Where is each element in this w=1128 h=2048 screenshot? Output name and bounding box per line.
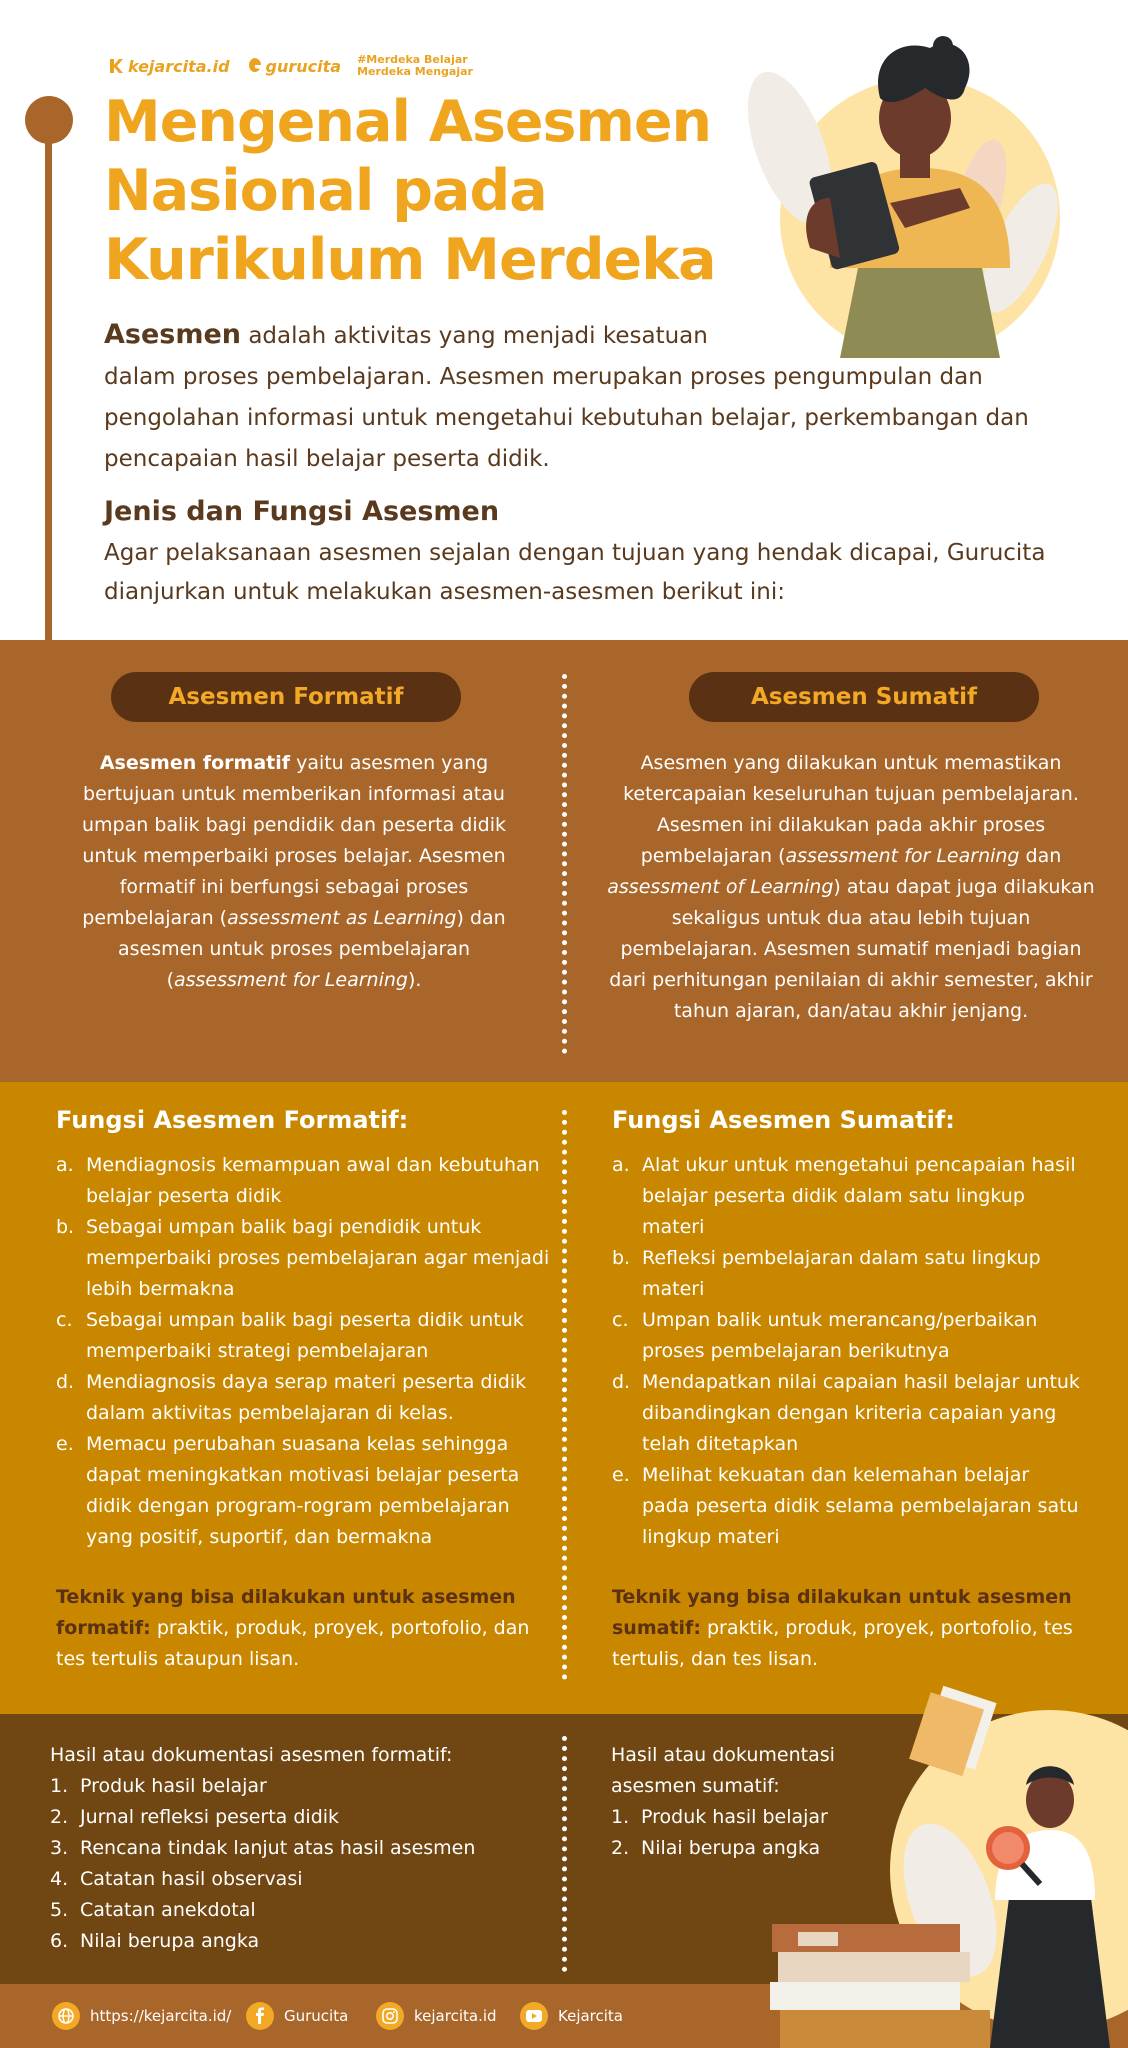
list-item-text: Refleksi pembelajaran dalam satu lingkup materi (642, 1247, 1041, 1300)
formatif-def-bold: Asesmen formatif (99, 752, 291, 774)
list-marker: d. (56, 1371, 75, 1393)
list-item-text: Mendapatkan nilai capaian hasil belajar untuk dibandingkan dengan kriteria capaian yang telah ditetapkan (642, 1371, 1080, 1455)
hashtag-line2: Merdeka Mengajar (357, 65, 473, 78)
list-item (612, 1460, 1082, 1553)
list-marker: c. (56, 1309, 73, 1331)
list-item (612, 1305, 1082, 1367)
intro-lead: Asesmen (104, 319, 242, 350)
formatif-def-2: ) dan asesmen untuk proses pembelajaran ( (118, 907, 506, 991)
hashtag-line1: #Merdeka Belajar (357, 53, 468, 66)
teknik-formatif (56, 1582, 546, 1675)
list-item-text: Mendiagnosis kemampuan awal dan kebutuhan belajar peserta didik (86, 1154, 540, 1207)
list-marker: b. (56, 1216, 75, 1238)
title-line3: Kurikulum Merdeka (104, 227, 716, 293)
fungsi-sumatif-title: Fungsi Asesmen Sumatif: (612, 1106, 955, 1134)
list-item-text: Jurnal refleksi peserta didik (80, 1806, 340, 1828)
teknik-sumatif-text: praktik, produk, proyek, portofolio, tes tertulis, dan tes lisan. (612, 1617, 1073, 1670)
list-marker: e. (56, 1433, 74, 1455)
list-marker: 1. (50, 1775, 69, 1797)
jenis-description: Agar pelaksanaan asesmen sejalan dengan tujuan yang hendak dicapai, Gurucita dianjurkan untuk melakukan asesmen-asesmen berikut ini: (104, 540, 1046, 605)
list-item (56, 1212, 552, 1305)
list-item (50, 1926, 550, 1957)
footer-instagram-text: kejarcita.id (414, 2007, 497, 2025)
list-item (612, 1367, 1082, 1460)
list-marker: 6. (50, 1930, 69, 1952)
list-marker: 2. (50, 1806, 69, 1828)
teknik-formatif-bold: Teknik yang bisa dilakukan untuk asesmen formatif: (56, 1586, 516, 1639)
footer-instagram-link[interactable] (376, 2002, 497, 2030)
header-section (0, 0, 1128, 640)
formatif-def-1: yaitu asesmen yang bertujuan untuk memberikan informasi atau umpan balik bagi pendidik dan peserta didik untuk memperbaiki proses belajar. Asesmen formatif ini berfungsi sebagai proses pembelajaran ( (82, 752, 506, 929)
kejarcita-mark-icon (108, 57, 124, 75)
jenis-heading: Jenis dan Fungsi Asesmen (104, 496, 500, 527)
footer-youtube-link[interactable] (520, 2002, 623, 2030)
fungsi-formatif-list (56, 1150, 552, 1553)
sumatif-def-italic-1: assessment for Learning (785, 845, 1020, 867)
column-divider (562, 1110, 567, 1680)
facebook-icon (246, 2002, 274, 2030)
sumatif-def-2: dan (1019, 845, 1062, 867)
gurucita-mark-icon (246, 57, 262, 75)
list-item (56, 1150, 552, 1212)
youtube-icon (520, 2002, 548, 2030)
sumatif-definition (606, 748, 1096, 1027)
list-item-text: Alat ukur untuk mengetahui pencapaian hasil belajar peserta didik dalam satu lingkup materi (642, 1154, 1076, 1238)
title-line1: Mengenal Asesmen (104, 89, 712, 155)
kejarcita-logo[interactable] (108, 57, 230, 76)
list-item-text: Melihat kekuatan dan kelemahan belajar pada peserta didik selama pembelajaran satu lingkup materi (642, 1464, 1079, 1548)
intro-rest: dalam proses pembelajaran. Asesmen merupakan proses pengumpulan dan pengolahan informasi untuk mengetahui kebutuhan belajar, perkembangan dan pencapaian hasil belajar peserta didik. (104, 364, 1029, 472)
fungsi-formatif-title: Fungsi Asesmen Formatif: (56, 1106, 409, 1134)
list-item-text: Produk hasil belajar (641, 1806, 828, 1828)
list-item (50, 1833, 550, 1864)
list-item-text: Nilai berupa angka (641, 1837, 821, 1859)
list-marker: b. (612, 1247, 631, 1269)
page-title (104, 88, 744, 295)
footer-facebook-link[interactable] (246, 2002, 348, 2030)
list-item (50, 1771, 550, 1802)
list-marker: d. (612, 1371, 631, 1393)
list-item-text: Sebagai umpan balik bagi peserta didik untuk memperbaiki strategi pembelajaran (86, 1309, 524, 1362)
formatif-definition (64, 748, 524, 996)
list-item (56, 1367, 552, 1429)
list-item-text: Nilai berupa angka (80, 1930, 260, 1952)
list-item (50, 1802, 550, 1833)
hasil-formatif-list (50, 1771, 550, 1957)
asesmen-definitions-band (0, 640, 1128, 1082)
list-item-text: Rencana tindak lanjut atas hasil asesmen (80, 1837, 476, 1859)
column-divider (562, 674, 567, 1054)
list-item (50, 1895, 550, 1926)
formatif-label-pill: Asesmen Formatif (111, 672, 461, 722)
gurucita-logo[interactable] (246, 57, 342, 76)
hasil-formatif (50, 1740, 550, 1957)
sumatif-label-pill: Asesmen Sumatif (689, 672, 1039, 722)
list-item-text: Mendiagnosis daya serap materi peserta didik dalam aktivitas pembelajaran di kelas. (86, 1371, 527, 1424)
column-divider (562, 1736, 567, 1972)
timeline-dot (25, 96, 73, 144)
teacher-with-tablet-illustration (730, 28, 1070, 358)
list-item (612, 1243, 1082, 1305)
list-marker: e. (612, 1464, 630, 1486)
gurucita-logo-text: gurucita (265, 56, 342, 76)
title-line2: Nasional pada (104, 158, 547, 224)
fungsi-sumatif-list (612, 1150, 1082, 1553)
list-marker: 1. (611, 1806, 630, 1828)
formatif-def-italic-1: assessment as Learning (227, 907, 457, 929)
list-item (50, 1864, 550, 1895)
list-item (612, 1150, 1082, 1243)
list-item-text: Catatan anekdotal (80, 1899, 256, 1921)
hasil-formatif-title: Hasil atau dokumentasi asesmen formatif: (50, 1744, 453, 1766)
list-marker: 5. (50, 1899, 69, 1921)
list-item (56, 1305, 552, 1367)
teknik-sumatif (612, 1582, 1082, 1675)
list-marker: a. (56, 1154, 74, 1176)
list-marker: 2. (611, 1837, 630, 1859)
intro-line1: adalah aktivitas yang menjadi kesatuan (241, 323, 708, 349)
list-marker: a. (612, 1154, 630, 1176)
list-marker: c. (612, 1309, 629, 1331)
merdeka-belajar-logo (357, 54, 473, 78)
teknik-sumatif-bold: Teknik yang bisa dilakukan untuk asesmen sumatif: (612, 1586, 1072, 1639)
partner-logos (108, 54, 473, 78)
formatif-def-italic-2: assessment for Learning (173, 969, 408, 991)
footer-facebook-text: Gurucita (284, 2007, 349, 2025)
list-item-text: Umpan balik untuk merancang/perbaikan proses pembelajaran berikutnya (642, 1309, 1038, 1362)
footer-website-text: https://kejarcita.id/ (90, 2007, 232, 2025)
student-with-books-illustration (760, 1670, 1128, 2048)
list-item-text: Memacu perubahan suasana kelas sehingga dapat meningkatkan motivasi belajar peserta didik dengan program-rogram pembelajaran yang positif, suportif, dan bermakna (86, 1433, 520, 1548)
timeline-line (45, 140, 52, 640)
formatif-def-3: ). (407, 969, 422, 991)
footer-youtube-text: Kejarcita (558, 2007, 624, 2025)
list-item (56, 1429, 552, 1553)
instagram-icon (376, 2002, 404, 2030)
hasil-sumatif-title: Hasil atau dokumentasi asesmen sumatif: (611, 1744, 835, 1797)
list-marker: 4. (50, 1868, 69, 1890)
list-item-text: Produk hasil belajar (80, 1775, 267, 1797)
globe-icon (52, 2002, 80, 2030)
kejarcita-logo-text: kejarcita.id (128, 56, 230, 76)
list-marker: 3. (50, 1837, 69, 1859)
list-item-text: Catatan hasil observasi (80, 1868, 303, 1890)
sumatif-def-1: Asesmen yang dilakukan untuk memastikan ketercapaian keseluruhan tujuan pembelajaran. Asesmen ini dilakukan pada akhir proses pembelajaran ( (623, 752, 1079, 867)
list-item-text: Sebagai umpan balik bagi pendidik untuk memperbaiki proses pembelajaran agar menjadi lebih bermakna (86, 1216, 550, 1300)
fungsi-band (0, 1082, 1128, 1714)
sumatif-def-italic-2: assessment of Learning (607, 876, 834, 898)
teknik-formatif-text: praktik, produk, proyek, portofolio, dan tes tertulis ataupun lisan. (56, 1617, 530, 1670)
footer-website-link[interactable] (52, 2002, 231, 2030)
sumatif-def-3: ) atau dapat juga dilakukan sekaligus untuk dua atau lebih tujuan pembelajaran. Asesmen sumatif menjadi bagian dari perhitungan penilaian di akhir semester, akhir tahun ajaran, dan/atau akhir jenjang. (609, 876, 1095, 1022)
